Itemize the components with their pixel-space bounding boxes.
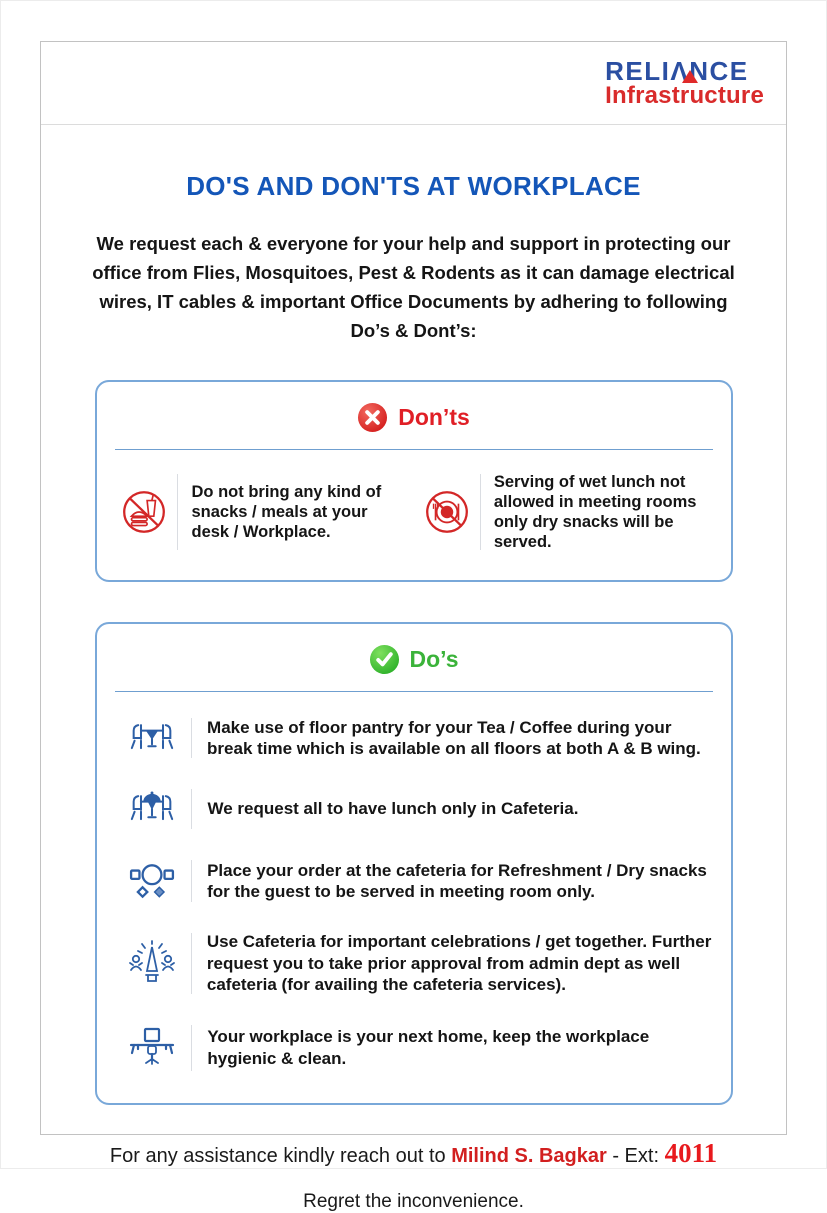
no-wet-lunch-icon	[414, 487, 480, 537]
logo-text-infrastructure: Infrastructure	[605, 84, 764, 108]
notice-card	[40, 41, 787, 1135]
donts-header	[97, 382, 731, 433]
cafeteria-lunch-icon	[113, 787, 191, 831]
do-item	[113, 716, 715, 760]
donts-heading: Don’ts	[398, 404, 470, 431]
assistance-prefix: For any assistance kindly reach out to	[110, 1145, 451, 1167]
do-item-text: We request all to have lunch only in Cafeteria.	[192, 798, 579, 820]
do-item-text: Your workplace is your next home, keep the workplace hygienic & clean.	[191, 1026, 714, 1069]
dont-item	[414, 472, 717, 552]
dos-heading: Do’s	[410, 646, 459, 673]
intro-paragraph: We request each & everyone for your help and support in protecting our office from Flies, Mosquitoes, Pest & Rodents as it can damage electrical wires, IT cables & important Office Documents by adhering to following Do’s & Dont’s:	[84, 229, 744, 345]
dos-header	[97, 624, 731, 675]
dos-items	[97, 692, 731, 1103]
assistance-line	[41, 1138, 786, 1169]
do-item	[113, 1023, 715, 1073]
page-title: DO'S AND DON'TS AT WORKPLACE	[41, 171, 786, 202]
do-item-text: Use Cafeteria for important celebrations / get together. Further request you to take prior approval from admin dept as well cafeteria (for availing the cafeteria services).	[191, 931, 715, 996]
logo-wordmark	[605, 58, 764, 85]
header-band	[41, 42, 786, 125]
workstation-icon	[113, 1023, 191, 1073]
green-check-circle-icon	[369, 644, 400, 675]
meeting-table-icon	[113, 858, 191, 904]
donts-box	[95, 380, 733, 582]
pantry-table-icon	[113, 716, 191, 760]
dont-item-text: Serving of wet lunch not allowed in meeting rooms only dry snacks will be served.	[480, 472, 717, 552]
dont-item	[111, 472, 414, 552]
do-item-text: Place your order at the cafeteria for Refreshment / Dry snacks for the guest to be served in meeting room only.	[191, 860, 714, 903]
do-item	[113, 787, 715, 831]
no-snacks-icon	[111, 487, 177, 537]
closing-line: Regret the inconvenience.	[41, 1191, 786, 1213]
donts-items	[97, 450, 731, 580]
ext-label: - Ext:	[607, 1145, 665, 1167]
dont-item-text: Do not bring any kind of snacks / meals at your desk / Workplace.	[178, 482, 392, 542]
logo-text-reliance: RELIΛNCE	[605, 56, 748, 86]
dos-box	[95, 622, 733, 1105]
reliance-triangle-icon	[682, 70, 698, 83]
celebration-icon	[113, 938, 191, 988]
red-cross-circle-icon	[357, 402, 388, 433]
ext-number: 4011	[665, 1138, 718, 1168]
do-item	[113, 931, 715, 996]
do-item-text: Make use of floor pantry for your Tea / Coffee during your break time which is available on all floors at both A & B wing.	[191, 717, 714, 760]
reliance-infrastructure-logo	[605, 58, 764, 109]
do-item	[113, 858, 715, 904]
contact-name: Milind S. Bagkar	[451, 1145, 607, 1167]
